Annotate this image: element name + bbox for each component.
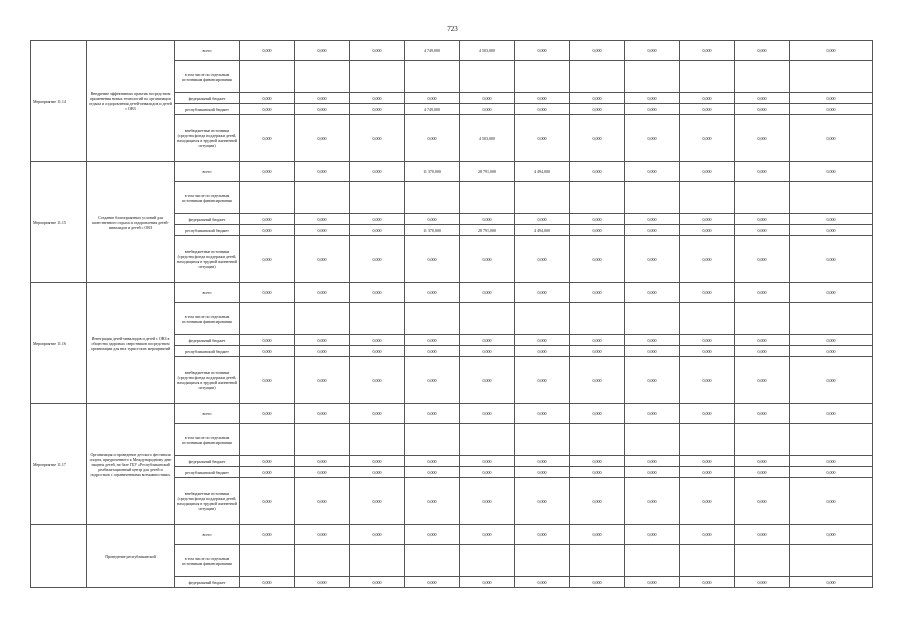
value-cell: 0,000 bbox=[570, 214, 625, 225]
value-cell: 0,000 bbox=[625, 41, 680, 61]
value-cell: 0,000 bbox=[735, 225, 790, 236]
measure-number: Мероприятие 11.15 bbox=[31, 162, 87, 283]
value-cell: 0,000 bbox=[680, 456, 735, 467]
value-cell bbox=[240, 545, 295, 577]
value-cell: 0,000 bbox=[240, 104, 295, 115]
measure-title: Интеграция детей-инвалидов и детей с ОВЗ в общество здоровых сверстников посредством организации для них туристских мероприятий bbox=[87, 283, 175, 404]
value-cell: 0,000 bbox=[515, 525, 570, 545]
value-cell: 0,000 bbox=[680, 236, 735, 283]
funding-source-label: всего bbox=[175, 162, 240, 182]
value-cell bbox=[295, 545, 350, 577]
value-cell: 0,000 bbox=[515, 214, 570, 225]
value-cell: 0,000 bbox=[350, 456, 405, 467]
value-cell: 0,000 bbox=[460, 346, 515, 357]
value-cell bbox=[295, 424, 350, 456]
value-cell: 0,000 bbox=[735, 335, 790, 346]
value-cell: 0,000 bbox=[735, 478, 790, 525]
value-cell: 0,000 bbox=[680, 283, 735, 303]
value-cell bbox=[790, 424, 873, 456]
value-cell bbox=[625, 424, 680, 456]
value-cell bbox=[405, 545, 460, 577]
value-cell: 0,000 bbox=[790, 478, 873, 525]
value-cell: 0,000 bbox=[295, 478, 350, 525]
funding-source-label: всего bbox=[175, 41, 240, 61]
measure-number: Мероприятие 11.14 bbox=[31, 41, 87, 162]
value-cell: 0,000 bbox=[570, 467, 625, 478]
value-cell: 0,000 bbox=[790, 346, 873, 357]
value-cell bbox=[790, 545, 873, 577]
value-cell: 0,000 bbox=[625, 525, 680, 545]
value-cell: 0,000 bbox=[295, 93, 350, 104]
funding-source-label: всего bbox=[175, 404, 240, 424]
value-cell: 0,000 bbox=[625, 236, 680, 283]
value-cell: 0,000 bbox=[405, 214, 460, 225]
measure-number: Мероприятие 11.16 bbox=[31, 283, 87, 404]
value-cell: 0,000 bbox=[570, 115, 625, 162]
value-cell bbox=[460, 424, 515, 456]
value-cell: 0,000 bbox=[405, 456, 460, 467]
value-cell: 0,000 bbox=[790, 467, 873, 478]
value-cell: 0,000 bbox=[625, 162, 680, 182]
value-cell: 0,000 bbox=[790, 236, 873, 283]
value-cell: 0,000 bbox=[405, 115, 460, 162]
value-cell: 0,000 bbox=[570, 93, 625, 104]
table-row bbox=[31, 283, 873, 303]
value-cell: 0,000 bbox=[350, 467, 405, 478]
value-cell: 0,000 bbox=[240, 236, 295, 283]
value-cell: 0,000 bbox=[625, 104, 680, 115]
funding-source-label: всего bbox=[175, 525, 240, 545]
value-cell: 0,000 bbox=[460, 104, 515, 115]
value-cell: 4 494,000 bbox=[515, 162, 570, 182]
funding-source-label: всего bbox=[175, 283, 240, 303]
funding-source-label: федеральный бюджет bbox=[175, 577, 240, 588]
value-cell bbox=[350, 545, 405, 577]
value-cell: 0,000 bbox=[295, 577, 350, 588]
value-cell: 0,000 bbox=[240, 93, 295, 104]
value-cell: 0,000 bbox=[625, 478, 680, 525]
value-cell: 0,000 bbox=[570, 236, 625, 283]
value-cell: 4 503,000 bbox=[460, 115, 515, 162]
value-cell: 0,000 bbox=[735, 404, 790, 424]
value-cell: 4 749,000 bbox=[405, 41, 460, 61]
value-cell: 0,000 bbox=[735, 115, 790, 162]
value-cell: 0,000 bbox=[350, 404, 405, 424]
funding-source-label: республиканский бюджет bbox=[175, 467, 240, 478]
value-cell bbox=[295, 61, 350, 93]
value-cell: 28 791,000 bbox=[460, 162, 515, 182]
value-cell: 0,000 bbox=[460, 283, 515, 303]
value-cell: 0,000 bbox=[240, 115, 295, 162]
value-cell: 0,000 bbox=[570, 162, 625, 182]
value-cell: 0,000 bbox=[295, 214, 350, 225]
value-cell: 0,000 bbox=[790, 283, 873, 303]
value-cell: 0,000 bbox=[460, 456, 515, 467]
value-cell: 0,000 bbox=[625, 283, 680, 303]
value-cell: 0,000 bbox=[295, 115, 350, 162]
value-cell: 0,000 bbox=[680, 335, 735, 346]
value-cell: 0,000 bbox=[350, 525, 405, 545]
value-cell: 0,000 bbox=[790, 115, 873, 162]
value-cell bbox=[515, 182, 570, 214]
value-cell bbox=[625, 182, 680, 214]
value-cell: 0,000 bbox=[735, 346, 790, 357]
value-cell: 0,000 bbox=[680, 467, 735, 478]
value-cell: 0,000 bbox=[515, 41, 570, 61]
value-cell: 0,000 bbox=[515, 357, 570, 404]
value-cell: 4 503,000 bbox=[460, 41, 515, 61]
funding-source-label: внебюджетные источники (средства фонда поддержки детей, находящихся в трудной жизненной ситуации) bbox=[175, 115, 240, 162]
value-cell bbox=[460, 182, 515, 214]
value-cell: 0,000 bbox=[570, 525, 625, 545]
measure-title: Внедрение эффективных практик посредством применения новых технологий по организации отдыха и оздоровления детей-инвалидов и детей с ОВЗ bbox=[87, 41, 175, 162]
value-cell bbox=[625, 545, 680, 577]
value-cell: 0,000 bbox=[790, 404, 873, 424]
value-cell: 0,000 bbox=[790, 214, 873, 225]
value-cell: 0,000 bbox=[680, 162, 735, 182]
value-cell: 0,000 bbox=[790, 456, 873, 467]
funding-source-label: в том числе по отдельным источникам финансирования bbox=[175, 303, 240, 335]
value-cell: 0,000 bbox=[460, 577, 515, 588]
value-cell: 0,000 bbox=[350, 104, 405, 115]
value-cell bbox=[515, 545, 570, 577]
value-cell bbox=[515, 61, 570, 93]
value-cell: 0,000 bbox=[625, 357, 680, 404]
funding-source-label: в том числе по отдельным источникам финансирования bbox=[175, 182, 240, 214]
value-cell: 0,000 bbox=[625, 404, 680, 424]
value-cell: 0,000 bbox=[460, 478, 515, 525]
value-cell: 0,000 bbox=[295, 404, 350, 424]
value-cell: 0,000 bbox=[680, 41, 735, 61]
value-cell: 0,000 bbox=[405, 283, 460, 303]
value-cell: 0,000 bbox=[570, 283, 625, 303]
value-cell: 0,000 bbox=[350, 335, 405, 346]
value-cell: 0,000 bbox=[350, 115, 405, 162]
value-cell: 0,000 bbox=[460, 214, 515, 225]
value-cell: 0,000 bbox=[350, 41, 405, 61]
value-cell: 0,000 bbox=[570, 456, 625, 467]
value-cell: 0,000 bbox=[570, 335, 625, 346]
value-cell: 0,000 bbox=[570, 404, 625, 424]
value-cell: 11 370,000 bbox=[405, 162, 460, 182]
value-cell: 0,000 bbox=[295, 225, 350, 236]
value-cell: 0,000 bbox=[735, 577, 790, 588]
value-cell: 0,000 bbox=[515, 335, 570, 346]
value-cell: 0,000 bbox=[570, 41, 625, 61]
value-cell: 0,000 bbox=[735, 214, 790, 225]
value-cell bbox=[680, 303, 735, 335]
value-cell: 0,000 bbox=[240, 335, 295, 346]
value-cell bbox=[570, 424, 625, 456]
value-cell bbox=[680, 545, 735, 577]
value-cell: 0,000 bbox=[790, 577, 873, 588]
value-cell: 0,000 bbox=[240, 346, 295, 357]
value-cell bbox=[735, 424, 790, 456]
value-cell: 0,000 bbox=[240, 162, 295, 182]
value-cell: 0,000 bbox=[735, 456, 790, 467]
value-cell bbox=[515, 303, 570, 335]
value-cell: 0,000 bbox=[625, 577, 680, 588]
value-cell bbox=[295, 182, 350, 214]
value-cell: 0,000 bbox=[625, 93, 680, 104]
value-cell bbox=[460, 61, 515, 93]
value-cell bbox=[790, 303, 873, 335]
funding-source-label: республиканский бюджет bbox=[175, 104, 240, 115]
value-cell bbox=[405, 424, 460, 456]
value-cell: 0,000 bbox=[515, 456, 570, 467]
value-cell: 0,000 bbox=[350, 357, 405, 404]
value-cell bbox=[240, 182, 295, 214]
value-cell: 0,000 bbox=[405, 335, 460, 346]
value-cell: 0,000 bbox=[790, 525, 873, 545]
value-cell: 0,000 bbox=[295, 357, 350, 404]
value-cell bbox=[460, 545, 515, 577]
value-cell: 0,000 bbox=[515, 236, 570, 283]
value-cell: 0,000 bbox=[350, 577, 405, 588]
value-cell: 0,000 bbox=[295, 283, 350, 303]
value-cell: 0,000 bbox=[460, 404, 515, 424]
value-cell bbox=[515, 424, 570, 456]
value-cell: 0,000 bbox=[680, 525, 735, 545]
value-cell bbox=[240, 424, 295, 456]
value-cell: 0,000 bbox=[295, 456, 350, 467]
funding-source-label: внебюджетные источники (средства фонда поддержки детей, находящихся в трудной жизненной ситуации) bbox=[175, 478, 240, 525]
value-cell: 0,000 bbox=[680, 104, 735, 115]
value-cell: 0,000 bbox=[735, 467, 790, 478]
value-cell: 0,000 bbox=[790, 93, 873, 104]
table-row bbox=[31, 162, 873, 182]
measure-title: Создание благоприятных условий для качественного отдыха и оздоровления детей-инвалидов и детей с ОВЗ bbox=[87, 162, 175, 283]
funding-source-label: республиканский бюджет bbox=[175, 346, 240, 357]
value-cell: 0,000 bbox=[295, 467, 350, 478]
value-cell bbox=[350, 182, 405, 214]
value-cell: 0,000 bbox=[790, 162, 873, 182]
value-cell: 4 749,000 bbox=[405, 104, 460, 115]
value-cell: 0,000 bbox=[680, 577, 735, 588]
value-cell: 0,000 bbox=[625, 456, 680, 467]
value-cell: 28 791,000 bbox=[460, 225, 515, 236]
value-cell: 0,000 bbox=[790, 104, 873, 115]
value-cell bbox=[680, 424, 735, 456]
value-cell: 0,000 bbox=[350, 93, 405, 104]
value-cell: 0,000 bbox=[460, 357, 515, 404]
page-number: 723 bbox=[447, 25, 458, 33]
table-row bbox=[31, 41, 873, 61]
value-cell bbox=[405, 61, 460, 93]
value-cell: 0,000 bbox=[240, 214, 295, 225]
value-cell: 0,000 bbox=[515, 404, 570, 424]
value-cell: 0,000 bbox=[625, 214, 680, 225]
value-cell: 0,000 bbox=[405, 346, 460, 357]
value-cell: 0,000 bbox=[405, 467, 460, 478]
value-cell: 0,000 bbox=[240, 467, 295, 478]
value-cell: 0,000 bbox=[240, 577, 295, 588]
value-cell: 0,000 bbox=[240, 283, 295, 303]
value-cell: 0,000 bbox=[350, 225, 405, 236]
value-cell: 0,000 bbox=[625, 225, 680, 236]
page-cut bbox=[0, 597, 905, 640]
measure-number: Мероприятие 11.17 bbox=[31, 404, 87, 525]
funding-source-label: республиканский бюджет bbox=[175, 225, 240, 236]
value-cell: 0,000 bbox=[515, 283, 570, 303]
funding-source-label: федеральный бюджет bbox=[175, 456, 240, 467]
value-cell bbox=[460, 303, 515, 335]
value-cell: 0,000 bbox=[680, 115, 735, 162]
value-cell bbox=[735, 303, 790, 335]
value-cell bbox=[735, 182, 790, 214]
value-cell: 0,000 bbox=[295, 162, 350, 182]
value-cell: 0,000 bbox=[350, 283, 405, 303]
value-cell: 0,000 bbox=[735, 93, 790, 104]
value-cell: 0,000 bbox=[570, 478, 625, 525]
value-cell: 0,000 bbox=[570, 225, 625, 236]
value-cell: 0,000 bbox=[405, 478, 460, 525]
value-cell: 0,000 bbox=[515, 577, 570, 588]
table-body bbox=[31, 41, 873, 588]
value-cell: 0,000 bbox=[680, 357, 735, 404]
value-cell: 0,000 bbox=[350, 236, 405, 283]
value-cell: 0,000 bbox=[790, 225, 873, 236]
value-cell: 0,000 bbox=[570, 346, 625, 357]
value-cell: 0,000 bbox=[735, 357, 790, 404]
value-cell bbox=[350, 61, 405, 93]
value-cell: 11 370,000 bbox=[405, 225, 460, 236]
value-cell: 0,000 bbox=[405, 357, 460, 404]
funding-source-label: в том числе по отдельным источникам финансирования bbox=[175, 424, 240, 456]
value-cell: 0,000 bbox=[515, 93, 570, 104]
value-cell bbox=[240, 303, 295, 335]
value-cell: 0,000 bbox=[240, 357, 295, 404]
value-cell bbox=[735, 61, 790, 93]
value-cell: 0,000 bbox=[680, 346, 735, 357]
value-cell: 0,000 bbox=[625, 346, 680, 357]
value-cell: 0,000 bbox=[515, 104, 570, 115]
value-cell: 0,000 bbox=[570, 577, 625, 588]
measure-number bbox=[31, 525, 87, 588]
value-cell: 0,000 bbox=[735, 162, 790, 182]
value-cell: 0,000 bbox=[460, 93, 515, 104]
value-cell: 0,000 bbox=[680, 225, 735, 236]
value-cell: 0,000 bbox=[515, 478, 570, 525]
value-cell: 0,000 bbox=[295, 104, 350, 115]
value-cell: 0,000 bbox=[735, 41, 790, 61]
funding-source-label: в том числе по отдельным источникам финансирования bbox=[175, 61, 240, 93]
value-cell: 0,000 bbox=[790, 335, 873, 346]
value-cell: 0,000 bbox=[405, 404, 460, 424]
value-cell: 0,000 bbox=[735, 236, 790, 283]
value-cell: 0,000 bbox=[735, 104, 790, 115]
value-cell: 0,000 bbox=[240, 478, 295, 525]
value-cell: 0,000 bbox=[350, 346, 405, 357]
value-cell bbox=[570, 303, 625, 335]
value-cell: 0,000 bbox=[790, 41, 873, 61]
value-cell: 0,000 bbox=[405, 525, 460, 545]
value-cell bbox=[790, 182, 873, 214]
value-cell: 0,000 bbox=[680, 93, 735, 104]
value-cell: 0,000 bbox=[570, 104, 625, 115]
value-cell: 0,000 bbox=[350, 162, 405, 182]
value-cell: 0,000 bbox=[460, 335, 515, 346]
measure-title: Организация и проведение детского фестиваля спорта, приуроченного к Международному дню защиты детей, на базе ГБУ «Республиканский реабилитационный центр для детей и подростков с ограниченными возможностями» bbox=[87, 404, 175, 525]
value-cell: 0,000 bbox=[515, 346, 570, 357]
value-cell: 0,000 bbox=[735, 283, 790, 303]
value-cell: 0,000 bbox=[570, 357, 625, 404]
value-cell bbox=[680, 61, 735, 93]
value-cell: 0,000 bbox=[735, 525, 790, 545]
value-cell: 0,000 bbox=[405, 93, 460, 104]
value-cell: 0,000 bbox=[350, 478, 405, 525]
value-cell: 0,000 bbox=[295, 335, 350, 346]
funding-source-label: федеральный бюджет bbox=[175, 93, 240, 104]
value-cell: 0,000 bbox=[515, 467, 570, 478]
value-cell: 0,000 bbox=[240, 404, 295, 424]
value-cell: 0,000 bbox=[625, 115, 680, 162]
budget-table bbox=[30, 40, 873, 588]
value-cell: 0,000 bbox=[515, 115, 570, 162]
value-cell bbox=[735, 545, 790, 577]
table-row bbox=[31, 525, 873, 545]
value-cell: 0,000 bbox=[240, 41, 295, 61]
value-cell bbox=[570, 545, 625, 577]
value-cell: 0,000 bbox=[460, 236, 515, 283]
value-cell: 0,000 bbox=[680, 214, 735, 225]
funding-source-label: внебюджетные источники (средства фонда поддержки детей, находящихся в трудной жизненной ситуации) bbox=[175, 236, 240, 283]
value-cell bbox=[680, 182, 735, 214]
value-cell bbox=[570, 182, 625, 214]
value-cell bbox=[350, 424, 405, 456]
funding-source-label: федеральный бюджет bbox=[175, 214, 240, 225]
value-cell: 0,000 bbox=[405, 577, 460, 588]
value-cell: 0,000 bbox=[295, 346, 350, 357]
value-cell: 0,000 bbox=[240, 525, 295, 545]
value-cell bbox=[405, 182, 460, 214]
table-row bbox=[31, 404, 873, 424]
value-cell bbox=[240, 61, 295, 93]
value-cell: 0,000 bbox=[790, 357, 873, 404]
value-cell: 0,000 bbox=[405, 236, 460, 283]
value-cell bbox=[790, 61, 873, 93]
value-cell: 0,000 bbox=[240, 225, 295, 236]
value-cell: 0,000 bbox=[625, 467, 680, 478]
value-cell bbox=[625, 303, 680, 335]
value-cell: 0,000 bbox=[680, 404, 735, 424]
value-cell: 0,000 bbox=[460, 467, 515, 478]
funding-source-label: федеральный бюджет bbox=[175, 335, 240, 346]
funding-source-label: внебюджетные источники (средства фонда поддержки детей, находящихся в трудной жизненной ситуации) bbox=[175, 357, 240, 404]
value-cell: 0,000 bbox=[680, 478, 735, 525]
value-cell bbox=[625, 61, 680, 93]
value-cell bbox=[570, 61, 625, 93]
measure-title: Проведение республиканской bbox=[87, 525, 175, 588]
value-cell: 0,000 bbox=[460, 525, 515, 545]
value-cell: 0,000 bbox=[295, 236, 350, 283]
value-cell bbox=[295, 303, 350, 335]
value-cell bbox=[405, 303, 460, 335]
value-cell: 0,000 bbox=[240, 456, 295, 467]
value-cell: 0,000 bbox=[625, 335, 680, 346]
value-cell: 0,000 bbox=[295, 525, 350, 545]
funding-source-label: в том числе по отдельным источникам финансирования bbox=[175, 545, 240, 577]
value-cell: 0,000 bbox=[295, 41, 350, 61]
value-cell: 4 494,000 bbox=[515, 225, 570, 236]
value-cell: 0,000 bbox=[350, 214, 405, 225]
value-cell bbox=[350, 303, 405, 335]
